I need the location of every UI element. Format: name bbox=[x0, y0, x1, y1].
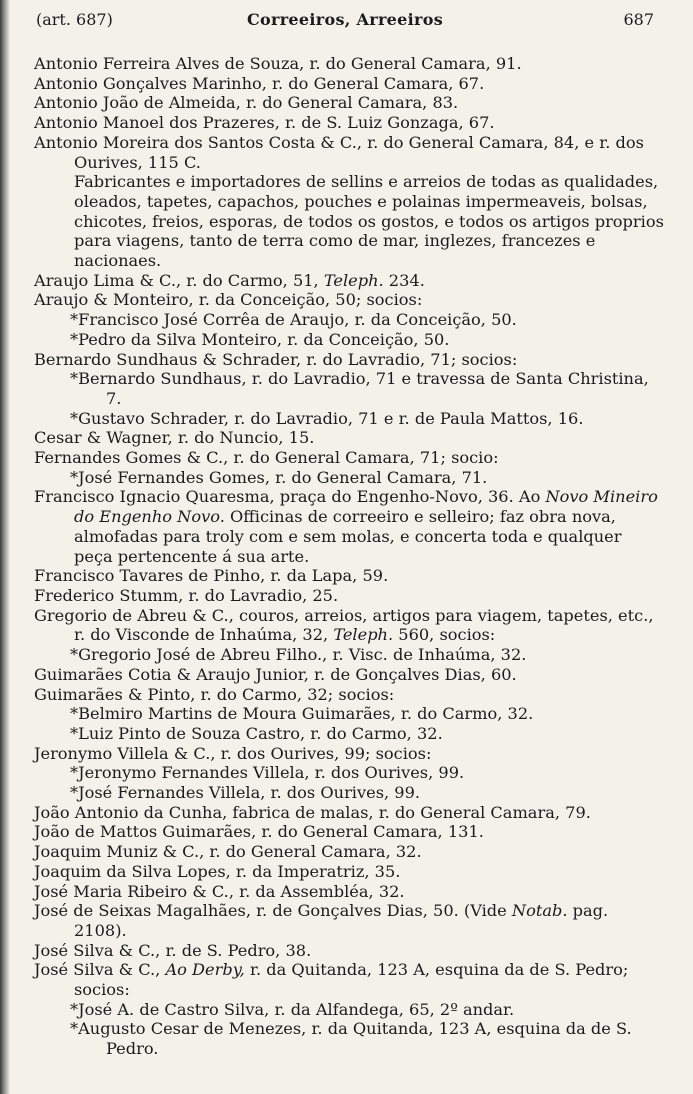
entry-text: Fabricantes e importadores de sellins e arreios de todas as qualidades, oleados, tapetes, capachos, pouches e polainas impermeaveis, bolsas, chicotes, freios, esporas, de todos os gostos, e todos os artigos proprios para viagens, tanto de terra como de mar, inglezes, francezes e nacionaes. bbox=[74, 172, 664, 271]
entry-text-continued: pag. 2108). bbox=[74, 901, 609, 940]
partner-entry bbox=[34, 1000, 664, 1020]
entry-text: Bernardo Sundhaus & Schrader, r. do Lavradio, 71; socios: bbox=[34, 349, 518, 369]
page-binding-shadow bbox=[0, 0, 10, 1094]
page-title: Correeiros, Arreeiros bbox=[246, 10, 444, 29]
entry-text: *Francisco José Corrêa de Araujo, r. da Conceição, 50. bbox=[70, 310, 517, 330]
directory-entry bbox=[34, 586, 664, 606]
directory-entry bbox=[34, 822, 664, 842]
entry-text: *Belmiro Martins de Moura Guimarães, r. do Carmo, 32. bbox=[70, 704, 534, 724]
directory-entry bbox=[34, 448, 664, 468]
entry-text: *Luiz Pinto de Souza Castro, r. do Carmo, 32. bbox=[70, 723, 443, 743]
entry-text: Antonio Moreira dos Santos Costa & C., r. do General Camara, 84, e r. dos Ourives, 115 C. bbox=[34, 132, 644, 172]
directory-entry bbox=[34, 803, 664, 823]
entry-italic-text: Teleph. bbox=[323, 270, 384, 290]
directory-entry bbox=[34, 290, 664, 310]
directory-entry bbox=[34, 113, 664, 133]
entry-text: Araujo & Monteiro, r. da Conceição, 50; socios: bbox=[34, 290, 423, 310]
entry-text: Araujo Lima & C., r. do Carmo, 51, bbox=[34, 270, 324, 290]
partner-entry bbox=[34, 310, 664, 330]
entry-text: *José Fernandes Gomes, r. do General Camara, 71. bbox=[70, 467, 488, 487]
entry-text: Gregorio de Abreu & C., couros, arreios, artigos para viagem, tapetes, etc., r. do Visconde de Inhaúma, 32, bbox=[34, 605, 654, 645]
entry-text-continued: Officinas de correeiro e selleiro; faz obra nova, almofadas para troly com e sem molas, e concerta toda e qualquer peça pertencente á sua arte. bbox=[74, 507, 622, 566]
directory-entry bbox=[34, 960, 664, 999]
directory-entry bbox=[34, 606, 664, 645]
entry-text: *José A. de Castro Silva, r. da Alfandega, 65, 2º andar. bbox=[70, 999, 515, 1019]
partner-entry bbox=[34, 763, 664, 783]
business-description bbox=[34, 172, 664, 271]
partner-entry bbox=[34, 1019, 664, 1058]
partner-entry bbox=[34, 724, 664, 744]
entry-text: Francisco Ignacio Quaresma, praça do Engenho-Novo, 36. Ao bbox=[34, 487, 546, 507]
entry-text-continued: r. da Quitanda, 123 A, esquina da de S. Pedro; socios: bbox=[74, 960, 629, 1000]
entry-text: Joaquim Muniz & C., r. do General Camara, 32. bbox=[34, 842, 422, 862]
entry-text: *Pedro da Silva Monteiro, r. da Conceição, 50. bbox=[70, 329, 450, 349]
entry-text: Jeronymo Villela & C., r. dos Ourives, 99; socios: bbox=[34, 743, 432, 763]
directory-entry bbox=[34, 133, 664, 172]
entry-text: *Bernardo Sundhaus, r. do Lavradio, 71 e travessa de Santa Christina, 7. bbox=[70, 369, 649, 408]
directory-entry bbox=[34, 566, 664, 586]
article-reference: (art. 687) bbox=[36, 10, 113, 29]
partner-entry bbox=[34, 369, 664, 408]
entry-text: José Maria Ribeiro & C., r. da Assembléa, 32. bbox=[34, 881, 405, 901]
page-number: 687 bbox=[623, 10, 654, 29]
partner-entry bbox=[34, 783, 664, 803]
partner-entry bbox=[34, 468, 664, 488]
entry-text: Frederico Stumm, r. do Lavradio, 25. bbox=[34, 585, 339, 605]
entry-italic-text: Ao Derby, bbox=[165, 960, 245, 980]
directory-entry bbox=[34, 54, 664, 74]
entry-text: Antonio Ferreira Alves de Souza, r. do General Camara, 91. bbox=[34, 54, 522, 73]
entry-text: *Gustavo Schrader, r. do Lavradio, 71 e r. de Paula Mattos, 16. bbox=[70, 408, 584, 428]
directory-entry bbox=[34, 487, 664, 566]
entry-text: *Gregorio José de Abreu Filho., r. Visc. de Inhaúma, 32. bbox=[70, 645, 527, 665]
entry-text: José Silva & C., bbox=[34, 960, 166, 980]
entry-text: Guimarães Cotia & Araujo Junior, r. de Gonçalves Dias, 60. bbox=[34, 664, 517, 684]
entry-italic-text: Notab. bbox=[511, 901, 568, 921]
entry-text: Antonio Manoel dos Prazeres, r. de S. Luiz Gonzaga, 67. bbox=[34, 113, 495, 133]
partner-entry bbox=[34, 645, 664, 665]
entry-text: Francisco Tavares de Pinho, r. da Lapa, 59. bbox=[34, 566, 389, 586]
entry-text: José de Seixas Magalhães, r. de Gonçalves Dias, 50. (Vide bbox=[34, 901, 512, 921]
entry-text-continued: 560, socios: bbox=[393, 625, 496, 645]
entry-text: Antonio João de Almeida, r. do General Camara, 83. bbox=[34, 93, 459, 113]
directory-entry bbox=[34, 428, 664, 448]
partner-entry bbox=[34, 704, 664, 724]
entry-text: Guimarães & Pinto, r. do Carmo, 32; socios: bbox=[34, 684, 395, 704]
entry-text: João Antonio da Cunha, fabrica de malas, r. do General Camara, 79. bbox=[34, 802, 591, 822]
entry-text: João de Mattos Guimarães, r. do General Camara, 131. bbox=[34, 822, 484, 842]
entry-text: *José Fernandes Villela, r. dos Ourives, 99. bbox=[70, 783, 421, 803]
entry-text: Cesar & Wagner, r. do Nuncio, 15. bbox=[34, 428, 315, 448]
directory-entry bbox=[34, 882, 664, 902]
entry-text: *Jeronymo Fernandes Villela, r. dos Ourives, 99. bbox=[70, 763, 465, 783]
entry-text: Fernandes Gomes & C., r. do General Camara, 71; socio: bbox=[34, 448, 499, 468]
directory-entry bbox=[34, 744, 664, 764]
entry-italic-text: Teleph. bbox=[333, 625, 394, 645]
directory-entry bbox=[34, 862, 664, 882]
entry-text: Joaquim da Silva Lopes, r. da Imperatriz, 35. bbox=[34, 861, 401, 881]
entry-text-continued: 234. bbox=[383, 270, 425, 290]
entry-text: *Augusto Cesar de Menezes, r. da Quitanda, 123 A, esquina da de S. Pedro. bbox=[70, 1019, 632, 1059]
directory-entry bbox=[34, 350, 664, 370]
directory-entry bbox=[34, 665, 664, 685]
entry-text: José Silva & C., r. de S. Pedro, 38. bbox=[34, 940, 312, 960]
directory-entry bbox=[34, 685, 664, 705]
directory-listing bbox=[34, 54, 664, 1059]
entry-italic-text: Novo Mineiro do Engenho Novo. bbox=[74, 487, 658, 527]
directory-entry bbox=[34, 941, 664, 961]
running-header bbox=[36, 10, 654, 34]
directory-entry bbox=[34, 901, 664, 940]
directory-entry bbox=[34, 93, 664, 113]
directory-entry bbox=[34, 271, 664, 291]
partner-entry bbox=[34, 409, 664, 429]
entry-text: Antonio Gonçalves Marinho, r. do General Camara, 67. bbox=[34, 73, 485, 93]
directory-entry bbox=[34, 74, 664, 94]
directory-entry bbox=[34, 842, 664, 862]
partner-entry bbox=[34, 330, 664, 350]
